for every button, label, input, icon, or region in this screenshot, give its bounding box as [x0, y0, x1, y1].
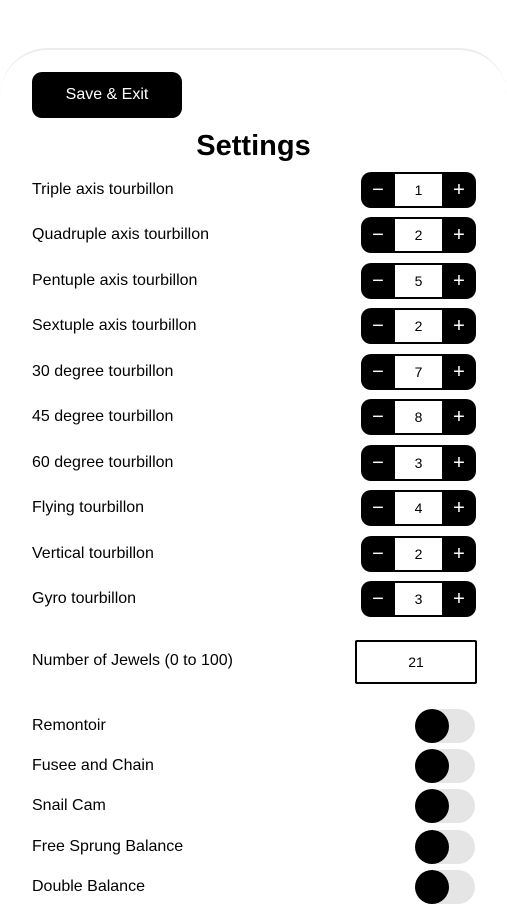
stepper-value[interactable]: 2 — [395, 310, 442, 342]
stepper-row-30-degree-tourbillon — [0, 354, 507, 390]
toggle-knob — [415, 789, 449, 823]
minus-icon[interactable]: − — [372, 542, 384, 565]
toggle-row-double-balance — [0, 869, 507, 905]
setting-label: Sextuple axis tourbillon — [32, 317, 197, 334]
setting-label: 60 degree tourbillon — [32, 454, 174, 471]
stepper-row-60-degree-tourbillon — [0, 445, 507, 481]
setting-label: Vertical tourbillon — [32, 545, 154, 562]
minus-icon[interactable]: − — [372, 314, 384, 337]
toggle-label: Snail Cam — [32, 797, 106, 814]
toggle-label: Double Balance — [32, 878, 145, 895]
stepper-value[interactable]: 5 — [395, 265, 442, 297]
plus-icon[interactable]: + — [453, 496, 465, 519]
setting-label: Pentuple axis tourbillon — [32, 272, 198, 289]
toggle-label: Free Sprung Balance — [32, 838, 184, 855]
plus-icon[interactable]: + — [453, 587, 465, 610]
plus-icon[interactable]: + — [453, 451, 465, 474]
minus-icon[interactable]: − — [372, 178, 384, 201]
minus-icon[interactable]: − — [372, 587, 384, 610]
jewels-count-input[interactable]: 21 — [355, 640, 477, 684]
plus-icon[interactable]: + — [453, 405, 465, 428]
toggle-knob — [415, 830, 449, 864]
setting-label: Gyro tourbillon — [32, 590, 137, 607]
toggle-knob — [415, 709, 449, 743]
plus-icon[interactable]: + — [453, 223, 465, 246]
plus-icon[interactable]: + — [453, 360, 465, 383]
quantity-stepper — [361, 308, 476, 344]
stepper-row-sextuple-axis-tourbillon — [0, 308, 507, 344]
jewels-label: Number of Jewels (0 to 100) — [32, 652, 233, 669]
quantity-stepper — [361, 536, 476, 572]
save-exit-button[interactable]: Save & Exit — [32, 72, 182, 118]
plus-icon[interactable]: + — [453, 542, 465, 565]
quantity-stepper — [361, 172, 476, 208]
toggle-row-free-sprung-balance — [0, 829, 507, 865]
toggle-knob — [415, 870, 449, 904]
toggle-label: Fusee and Chain — [32, 757, 154, 774]
quantity-stepper — [361, 399, 476, 435]
stepper-value[interactable]: 3 — [395, 583, 442, 615]
minus-icon[interactable]: − — [372, 269, 384, 292]
quantity-stepper — [361, 581, 476, 617]
setting-label: 45 degree tourbillon — [32, 408, 174, 425]
minus-icon[interactable]: − — [372, 223, 384, 246]
stepper-value[interactable]: 4 — [395, 492, 442, 524]
minus-icon[interactable]: − — [372, 451, 384, 474]
toggle-row-fusee-and-chain — [0, 748, 507, 784]
setting-label: Triple axis tourbillon — [32, 181, 174, 198]
fusee-and-chain-toggle[interactable] — [415, 748, 475, 784]
stepper-value[interactable]: 8 — [395, 401, 442, 433]
quantity-stepper — [361, 217, 476, 253]
remontoir-toggle[interactable] — [415, 708, 475, 744]
stepper-row-pentuple-axis-tourbillon — [0, 263, 507, 299]
toggle-label: Remontoir — [32, 717, 106, 734]
plus-icon[interactable]: + — [453, 178, 465, 201]
setting-label: Quadruple axis tourbillon — [32, 226, 209, 243]
quantity-stepper — [361, 445, 476, 481]
stepper-value[interactable]: 2 — [395, 219, 442, 251]
stepper-value[interactable]: 1 — [395, 174, 442, 206]
minus-icon[interactable]: − — [372, 360, 384, 383]
plus-icon[interactable]: + — [453, 314, 465, 337]
quantity-stepper — [361, 263, 476, 299]
plus-icon[interactable]: + — [453, 269, 465, 292]
quantity-stepper — [361, 490, 476, 526]
double-balance-toggle[interactable] — [415, 869, 475, 905]
minus-icon[interactable]: − — [372, 405, 384, 428]
stepper-row-vertical-tourbillon — [0, 536, 507, 572]
free-sprung-balance-toggle[interactable] — [415, 829, 475, 865]
toggle-row-remontoir — [0, 708, 507, 744]
stepper-value[interactable]: 3 — [395, 447, 442, 479]
toggle-row-snail-cam — [0, 788, 507, 824]
settings-card — [0, 48, 507, 895]
snail-cam-toggle[interactable] — [415, 788, 475, 824]
stepper-value[interactable]: 7 — [395, 356, 442, 388]
page-title: Settings — [196, 130, 311, 162]
stepper-row-triple-axis-tourbillon — [0, 172, 507, 208]
stepper-row-gyro-tourbillon — [0, 581, 507, 617]
toggle-knob — [415, 749, 449, 783]
setting-label: Flying tourbillon — [32, 499, 145, 516]
jewels-row — [0, 640, 507, 682]
stepper-value[interactable]: 2 — [395, 538, 442, 570]
stepper-row-45-degree-tourbillon — [0, 399, 507, 435]
quantity-stepper — [361, 354, 476, 390]
stepper-row-quadruple-axis-tourbillon — [0, 217, 507, 253]
minus-icon[interactable]: − — [372, 496, 384, 519]
setting-label: 30 degree tourbillon — [32, 363, 174, 380]
stepper-row-flying-tourbillon — [0, 490, 507, 526]
